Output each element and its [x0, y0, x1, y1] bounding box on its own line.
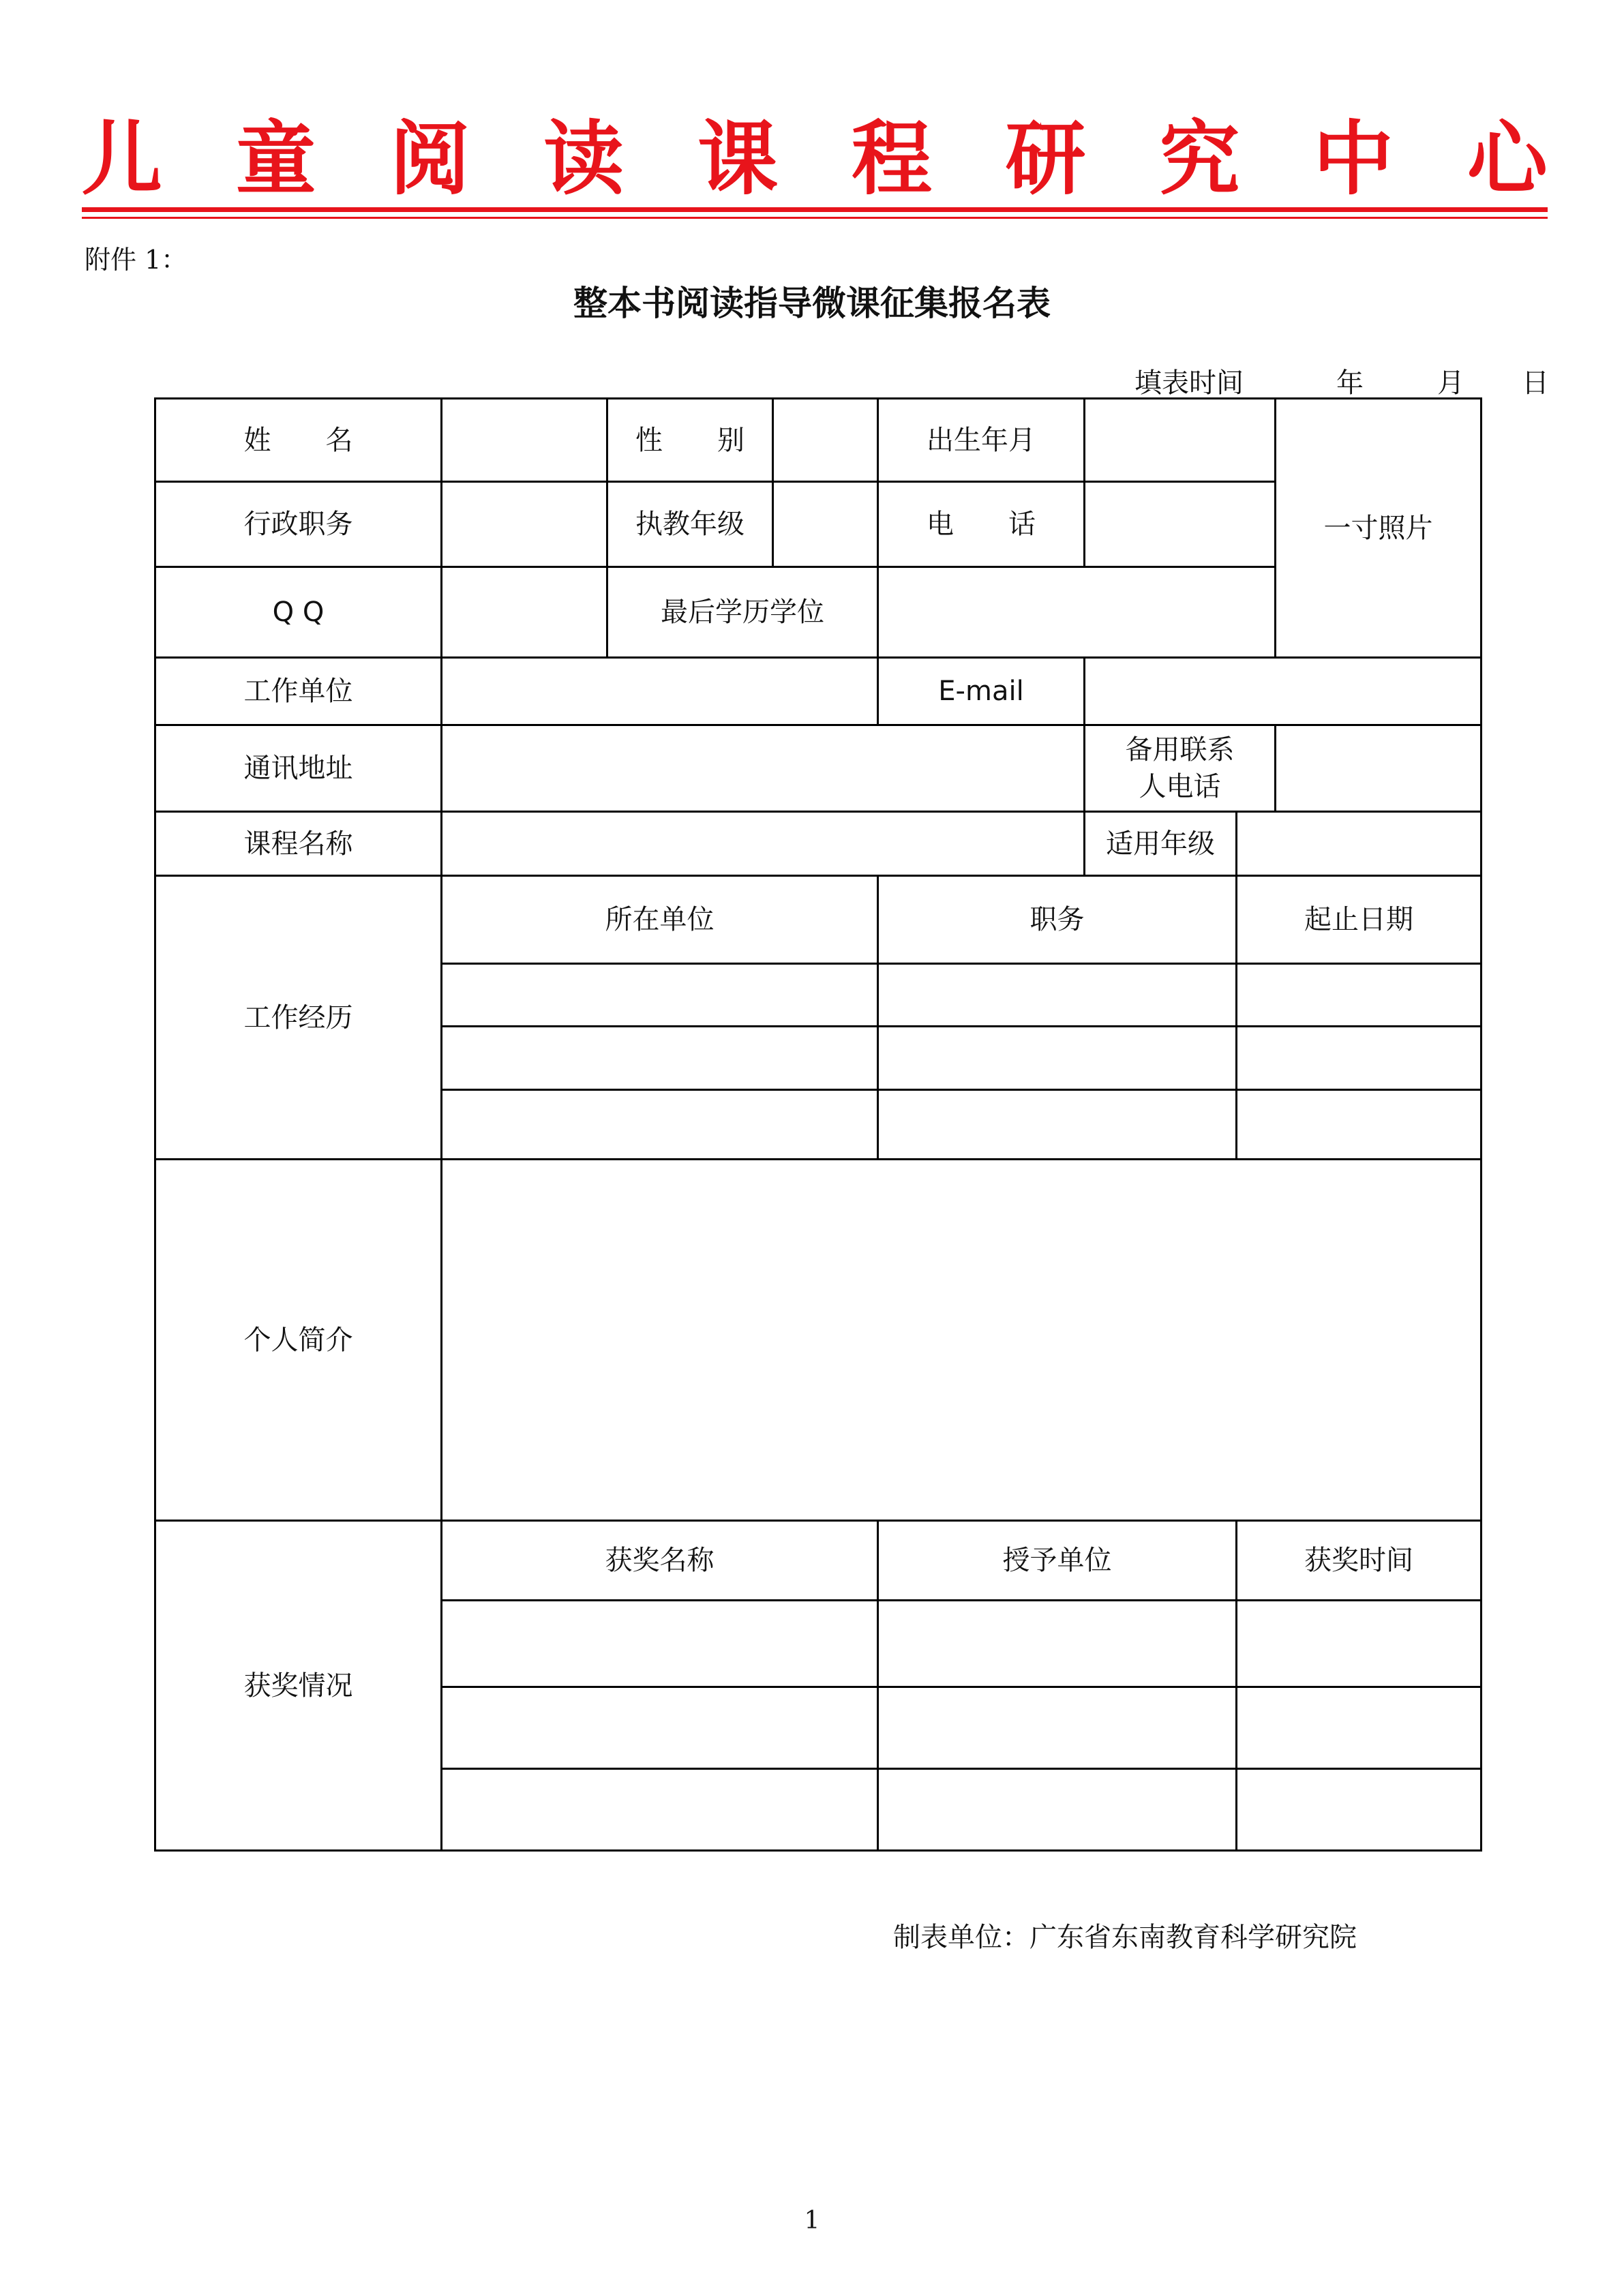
backup-phone-label-line1: 备用联系	[1125, 734, 1235, 766]
fill-date-label: 填表时间	[1134, 367, 1244, 399]
experience-unit-cell[interactable]	[442, 964, 878, 1027]
footer-unit: 制表单位：广东省东南教育科学研究院	[893, 1922, 1357, 1953]
experience-dates-cell[interactable]	[1237, 964, 1482, 1027]
award-header-issuer: 授予单位	[878, 1521, 1237, 1601]
letterhead-char: 程	[851, 111, 932, 206]
experience-header-post: 职务	[878, 876, 1237, 964]
fill-date-year: 年	[1336, 367, 1364, 399]
form-title: 整本书阅读指导微课征集报名表	[573, 283, 1051, 323]
experience-dates-cell[interactable]	[1237, 1090, 1482, 1160]
attachment-label: 附件 1：	[85, 245, 187, 275]
table-row	[155, 399, 1482, 482]
letterhead-rule-thick	[82, 207, 1548, 212]
phone-input-cell[interactable]	[1085, 482, 1276, 567]
name-label: 姓 名	[155, 399, 442, 482]
backup-phone-label-line2: 人电话	[1139, 771, 1221, 802]
admin-post-label: 行政职务	[155, 482, 442, 567]
experience-header-dates: 起止日期	[1237, 876, 1482, 964]
degree-label: 最后学历学位	[607, 567, 878, 658]
experience-dates-cell[interactable]	[1237, 1027, 1482, 1090]
admin-post-input-cell[interactable]	[442, 482, 607, 567]
degree-input-cell[interactable]	[878, 567, 1276, 658]
work-unit-input-cell[interactable]	[442, 658, 878, 725]
birth-input-cell[interactable]	[1085, 399, 1276, 482]
award-issuer-cell[interactable]	[878, 1769, 1237, 1851]
phone-label: 电 话	[878, 482, 1085, 567]
backup-phone-label	[1085, 725, 1276, 812]
experience-post-cell[interactable]	[878, 1090, 1237, 1160]
gender-label: 性 别	[607, 399, 773, 482]
letterhead-char: 儿	[82, 111, 163, 206]
table-row	[155, 1160, 1482, 1521]
photo-cell[interactable]: 一寸照片	[1276, 399, 1482, 658]
letterhead-char: 究	[1159, 111, 1240, 206]
page-number: 1	[804, 2207, 820, 2235]
letterhead-char: 研	[1005, 111, 1086, 206]
letterhead-title	[82, 112, 1548, 205]
email-label: E-mail	[878, 658, 1085, 725]
qq-label: Q Q	[155, 567, 442, 658]
teaching-grade-label: 执教年级	[607, 482, 773, 567]
work-unit-label: 工作单位	[155, 658, 442, 725]
award-time-cell[interactable]	[1237, 1687, 1482, 1769]
email-input-cell[interactable]	[1085, 658, 1482, 725]
award-name-cell[interactable]	[442, 1769, 878, 1851]
table-row	[155, 812, 1482, 876]
fill-date-day: 日	[1522, 367, 1549, 399]
award-time-cell[interactable]	[1237, 1601, 1482, 1687]
award-issuer-cell[interactable]	[878, 1687, 1237, 1769]
name-input-cell[interactable]	[442, 399, 607, 482]
gender-input-cell[interactable]	[773, 399, 878, 482]
address-input-cell[interactable]	[442, 725, 1085, 812]
letterhead-rule-thin	[82, 217, 1548, 219]
experience-post-cell[interactable]	[878, 964, 1237, 1027]
letterhead-char: 心	[1467, 111, 1548, 206]
table-row	[155, 876, 1482, 964]
registration-form-table	[154, 397, 1482, 1852]
letterhead-char: 课	[697, 111, 779, 206]
course-name-input-cell[interactable]	[442, 812, 1085, 876]
qq-input-cell[interactable]	[442, 567, 607, 658]
experience-header-unit: 所在单位	[442, 876, 878, 964]
experience-unit-cell[interactable]	[442, 1090, 878, 1160]
address-label: 通讯地址	[155, 725, 442, 812]
course-grade-input-cell[interactable]	[1237, 812, 1482, 876]
birth-label: 出生年月	[878, 399, 1085, 482]
backup-phone-input-cell[interactable]	[1276, 725, 1482, 812]
letterhead-char: 读	[543, 111, 625, 206]
intro-label: 个人简介	[155, 1160, 442, 1521]
award-header-name: 获奖名称	[442, 1521, 878, 1601]
teaching-grade-input-cell[interactable]	[773, 482, 878, 567]
awards-label: 获奖情况	[155, 1521, 442, 1851]
award-name-cell[interactable]	[442, 1601, 878, 1687]
letterhead-char: 童	[235, 111, 316, 206]
experience-post-cell[interactable]	[878, 1027, 1237, 1090]
letterhead-char: 中	[1313, 111, 1394, 206]
table-row	[155, 658, 1482, 725]
course-name-label: 课程名称	[155, 812, 442, 876]
table-row	[155, 725, 1482, 812]
letterhead-char: 阅	[389, 111, 470, 206]
course-grade-label: 适用年级	[1085, 812, 1237, 876]
award-issuer-cell[interactable]	[878, 1601, 1237, 1687]
experience-unit-cell[interactable]	[442, 1027, 878, 1090]
award-time-cell[interactable]	[1237, 1769, 1482, 1851]
award-name-cell[interactable]	[442, 1687, 878, 1769]
table-row	[155, 1521, 1482, 1601]
intro-input-cell[interactable]	[442, 1160, 1482, 1521]
award-header-time: 获奖时间	[1237, 1521, 1482, 1601]
fill-date-month: 月	[1437, 367, 1464, 399]
experience-label: 工作经历	[155, 876, 442, 1160]
